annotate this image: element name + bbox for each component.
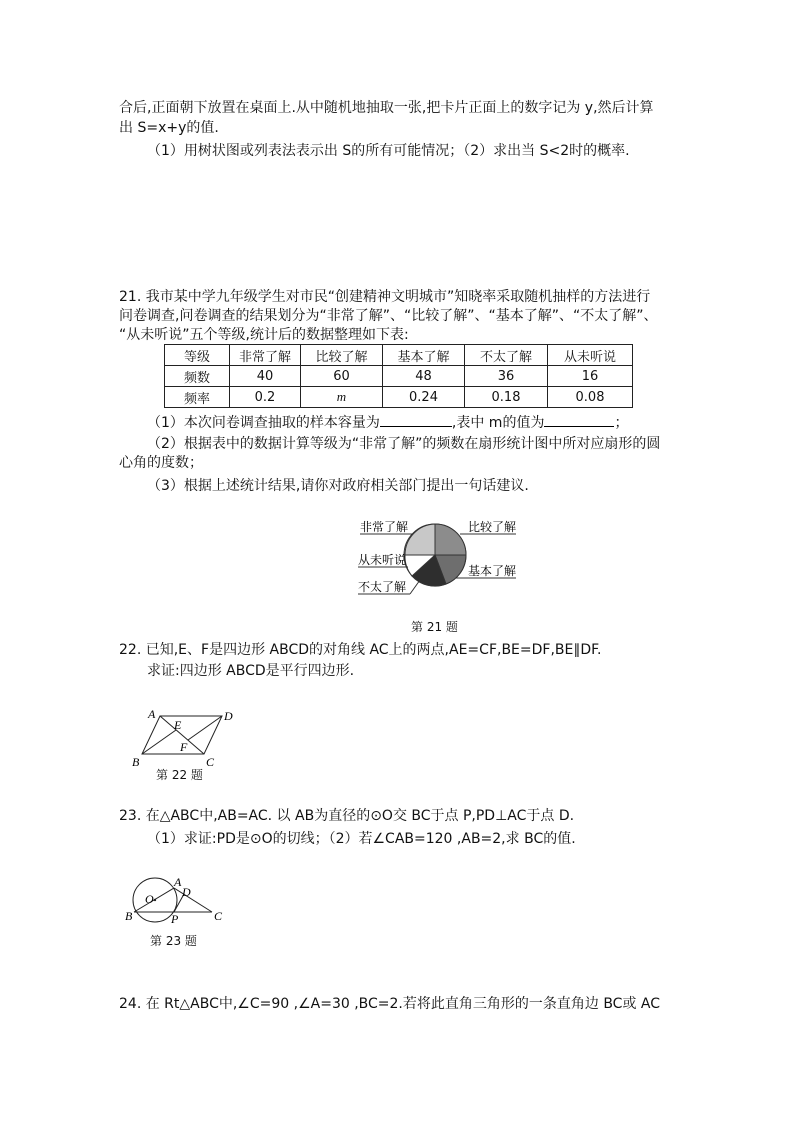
q21-sub2b: 心角的度数； xyxy=(119,455,203,471)
q23-line1: 23. 在△ABC中,AB=AC. 以 AB为直径的⊙O交 BC于点 P,PD⊥AC于点 D. xyxy=(119,808,575,824)
q21-sub1 xyxy=(147,412,628,433)
table-cell: 等级 xyxy=(165,345,230,366)
q21-sub2a: （2）根据表中的数据计算等级为“非常了解”的频数在扇形统计图中所对应扇形的圆 xyxy=(147,436,661,452)
table-cell: 48 xyxy=(383,366,465,387)
pie-label-never: 从未听说 xyxy=(358,553,407,567)
segment-df xyxy=(188,716,222,740)
table-cell: 从未听说 xyxy=(548,345,633,366)
table-cell: 基本了解 xyxy=(383,345,465,366)
q24-line1: 24. 在 Rt△ABC中,∠C=90 ,∠A=30 ,BC=2.若将此直角三角形的一条直角边 BC或 AC xyxy=(119,996,661,1012)
table-cell: 16 xyxy=(548,366,633,387)
table-cell: 频数 xyxy=(165,366,230,387)
q23-figure xyxy=(122,874,232,924)
table-cell: m xyxy=(301,387,383,408)
label-a: A xyxy=(148,707,156,721)
pie-label-fairly: 比较了解 xyxy=(468,520,517,534)
table-cell: 60 xyxy=(301,366,383,387)
answer-blank-m-value[interactable] xyxy=(544,412,614,427)
label-b: B xyxy=(125,909,133,923)
label-a: A xyxy=(174,875,182,889)
q21-line2: 问卷调查,问卷调查的结果划分为“非常了解”、“比较了解”、“基本了解”、“不太了解”、 xyxy=(119,308,658,324)
q23-line2: （1）求证:PD是⊙O的切线；（2）若∠CAB=120 ,AB=2,求 BC的值. xyxy=(147,831,576,847)
pie-slice-fairly xyxy=(435,524,466,555)
table-cell: 频率 xyxy=(165,387,230,408)
label-o: O xyxy=(145,892,154,906)
fig21-caption: 第 21 题 xyxy=(411,620,458,634)
table-cell: 0.24 xyxy=(383,387,465,408)
center-point xyxy=(154,899,156,901)
q21-line1: 21. 我市某中学九年级学生对市民“创建精神文明城市”知晓率采取随机抽样的方法进行 xyxy=(119,289,651,305)
label-e: E xyxy=(174,718,182,732)
pie-label-little: 不太了解 xyxy=(358,580,407,594)
q22-line1: 22. 已知,E、F是四边形 ABCD的对角线 AC上的两点,AE=CF,BE=DF,BE∥DF. xyxy=(119,642,602,658)
table-cell: 不太了解 xyxy=(465,345,548,366)
fig23-caption: 第 23 题 xyxy=(150,934,197,948)
q21-sub1-text-b: ,表中 m的值为 xyxy=(451,415,545,431)
q22-line2: 求证:四边形 ABCD是平行四边形. xyxy=(147,663,355,679)
q20-line2: 出 S=x+y的值. xyxy=(119,120,219,136)
table-cell: 比较了解 xyxy=(301,345,383,366)
q20-line1: 合后,正面朝下放置在桌面上.从中随机地抽取一张,把卡片正面上的数字记为 y,然后计算 xyxy=(119,100,654,116)
q20-line3: （1）用树状图或列表法表示出 S的所有可能情况；（2）求出当 S<2时的概率. xyxy=(147,143,630,159)
fig22-caption: 第 22 题 xyxy=(156,768,203,782)
q22-figure xyxy=(126,706,246,772)
pie-label-very: 非常了解 xyxy=(360,520,409,534)
table-cell: 0.08 xyxy=(548,387,633,408)
table-cell: 40 xyxy=(230,366,301,387)
label-d: D xyxy=(182,885,191,899)
table-row xyxy=(165,387,633,408)
leader-line-little xyxy=(410,580,420,594)
q21-sub3: （3）根据上述统计结果,请你对政府相关部门提出一句话建议. xyxy=(147,478,529,494)
q21-sub1-text-a: （1）本次问卷调查抽取的样本容量为 xyxy=(147,415,380,431)
q21-line3: “从未听说”五个等级,统计后的数据整理如下表: xyxy=(119,327,409,343)
label-c: C xyxy=(214,909,223,923)
segment-ac xyxy=(174,888,212,912)
label-d: D xyxy=(224,709,233,723)
label-p: P xyxy=(171,912,179,924)
q21-sub1-text-c: ； xyxy=(614,415,629,431)
table-cell: 36 xyxy=(465,366,548,387)
label-c: C xyxy=(206,755,215,769)
pie-slice-very xyxy=(405,524,435,555)
pie-chart-figure xyxy=(350,512,530,602)
answer-blank-sample-size[interactable] xyxy=(380,412,452,427)
table-row xyxy=(165,366,633,387)
table-cell: 0.2 xyxy=(230,387,301,408)
label-f: F xyxy=(180,740,188,754)
table-row xyxy=(165,345,633,366)
table-cell: 非常了解 xyxy=(230,345,301,366)
segment-be xyxy=(142,730,176,754)
pie-label-basic: 基本了解 xyxy=(468,564,517,578)
label-b: B xyxy=(132,755,140,769)
frequency-table xyxy=(164,344,633,408)
table-cell: 0.18 xyxy=(465,387,548,408)
